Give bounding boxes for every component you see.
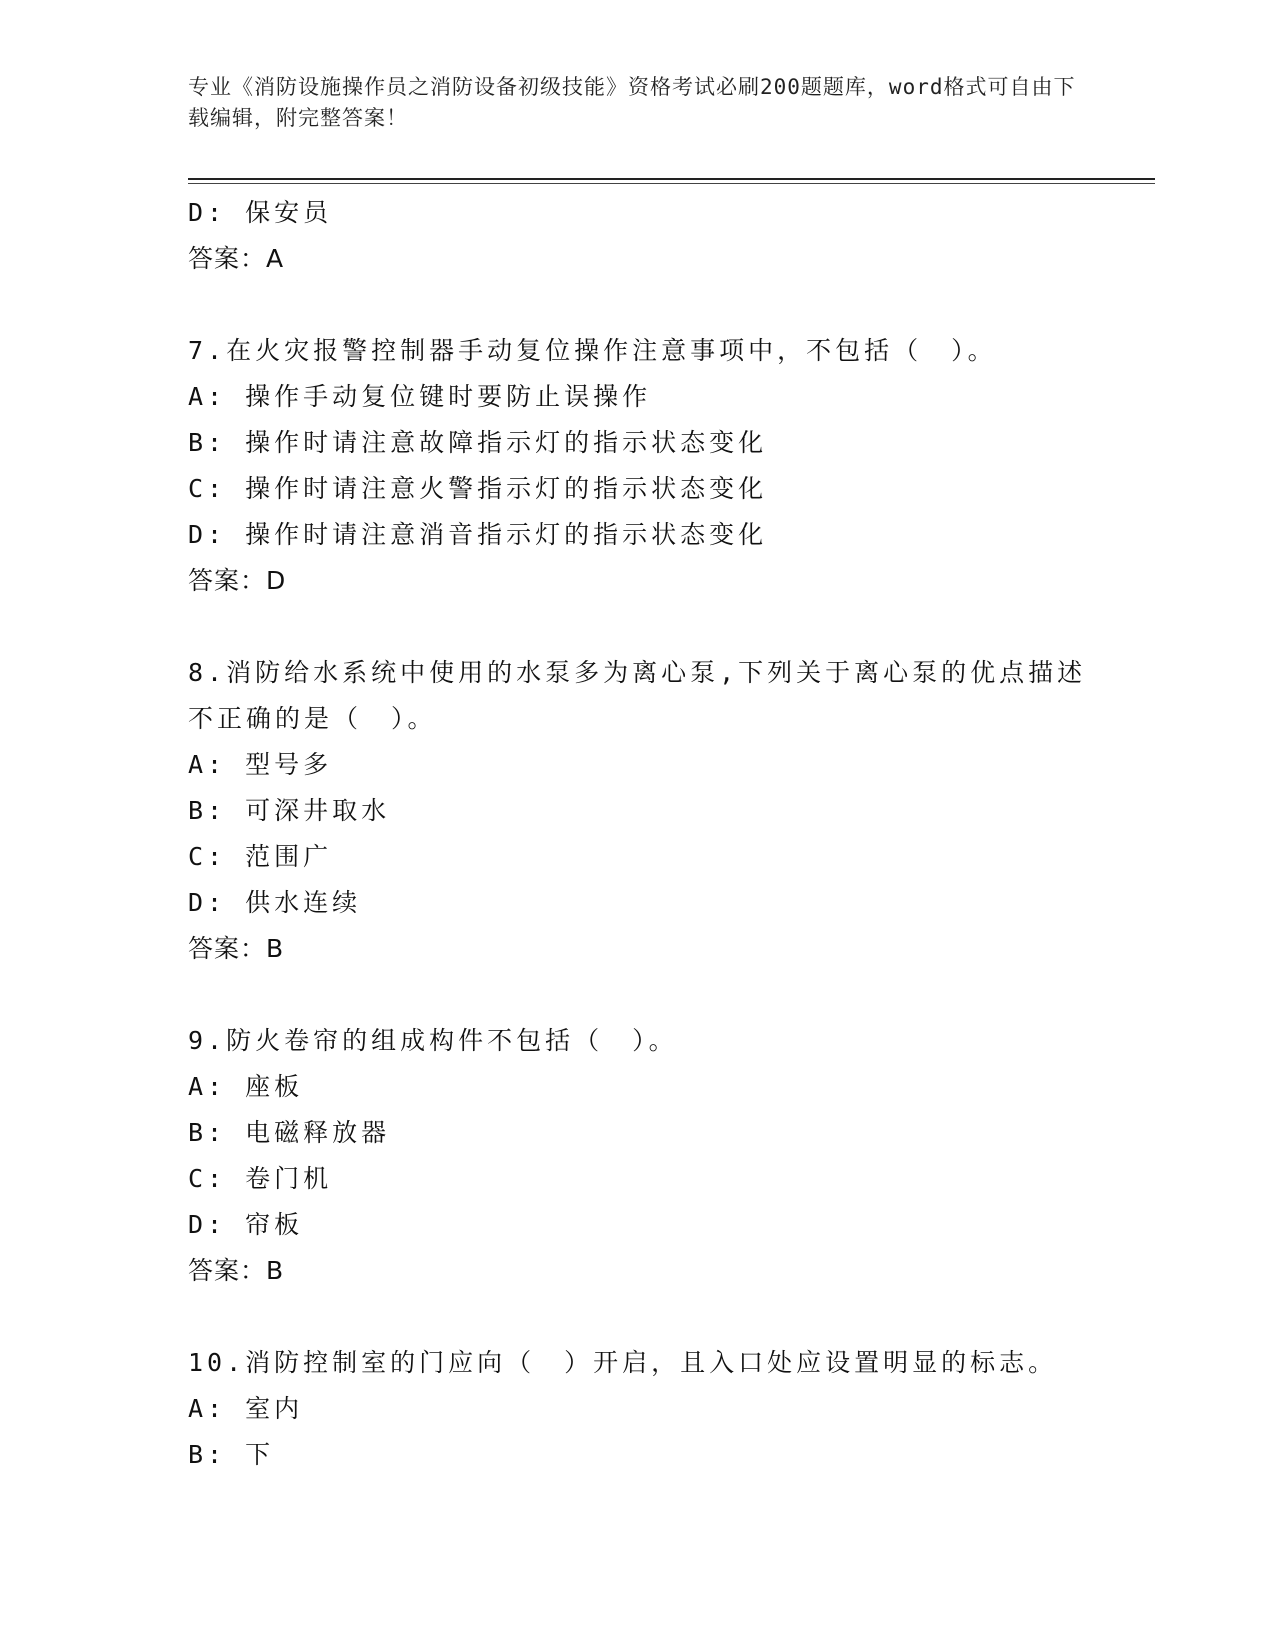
option-c: C: 卷门机 [188, 1164, 333, 1193]
option-c: C: 操作时请注意火警指示灯的指示状态变化 [188, 474, 768, 503]
header-rule-thin [188, 183, 1155, 184]
option-a: A: 操作手动复位键时要防止误操作 [188, 382, 652, 411]
header-rule-thick [188, 178, 1155, 180]
question-7 [188, 328, 1155, 604]
answer: 答案：A [188, 244, 285, 273]
header-title: 专业《消防设施操作员之消防设备初级技能》资格考试必刷200题题库，word格式可自由下载编辑，附完整答案！ [188, 75, 1076, 130]
answer: 答案：D [188, 566, 287, 595]
question-stem: 7.在火灾报警控制器手动复位操作注意事项中，不包括（ ）。 [188, 336, 997, 365]
option-b: B: 电磁释放器 [188, 1118, 391, 1147]
prev-question [188, 190, 1155, 282]
option-c: C: 范围广 [188, 842, 333, 871]
option-a: A: 室内 [188, 1394, 304, 1423]
question-stem: 8.消防给水系统中使用的水泵多为离心泵,下列关于离心泵的优点描述不正确的是（ ）。 [188, 658, 1087, 733]
question-9 [188, 1018, 1155, 1294]
option-b: B: 下 [188, 1440, 275, 1469]
option-a: A: 型号多 [188, 750, 333, 779]
option-d: D: 操作时请注意消音指示灯的指示状态变化 [188, 520, 768, 549]
question-stem: 9.防火卷帘的组成构件不包括（ ）。 [188, 1026, 678, 1055]
option-d: D: 供水连续 [188, 888, 362, 917]
answer: 答案：B [188, 934, 285, 963]
option-b: B: 可深井取水 [188, 796, 391, 825]
question-stem: 10.消防控制室的门应向（ ）开启，且入口处应设置明显的标志。 [188, 1348, 1058, 1377]
question-list [188, 190, 1155, 1478]
option-d: D: 帘板 [188, 1210, 304, 1239]
answer: 答案：B [188, 1256, 285, 1285]
option-a: A: 座板 [188, 1072, 304, 1101]
option-d: D: 保安员 [188, 198, 333, 227]
question-8 [188, 650, 1155, 972]
question-10 [188, 1340, 1155, 1478]
document-header [188, 72, 1078, 134]
option-b: B: 操作时请注意故障指示灯的指示状态变化 [188, 428, 768, 457]
